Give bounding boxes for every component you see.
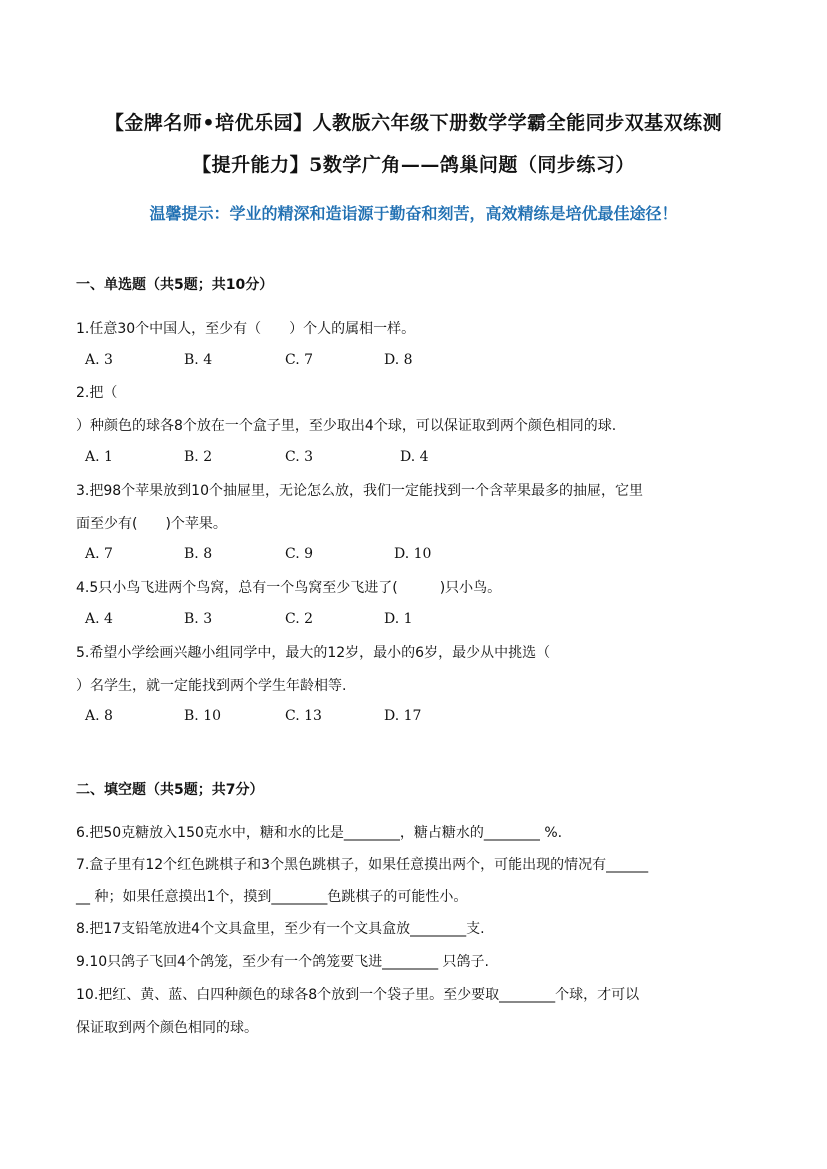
option-d[interactable]: D. 1 [384, 611, 413, 627]
option-a[interactable]: A. 4 [85, 611, 113, 627]
encouragement-tip: 温馨提示：学业的精深和造诣源于勤奋和刻苦，高效精练是培优最佳途径！ [149, 204, 678, 223]
document-title: 【金牌名师•培优乐园】人教版六年级下册数学学霸全能同步双基双练测 [104, 112, 723, 134]
option-c[interactable]: C. 9 [285, 546, 314, 562]
question-text: 1.任意30个中国人，至少有（ ）个人的属相一样。 [76, 321, 416, 337]
question-text: 8.把17支铅笔放进4个文具盒里，至少有一个文具盒放________支. [76, 921, 485, 937]
question-text: 9.10只鸽子飞回4个鸽笼，至少有一个鸽笼要飞进________ 只鸽子. [76, 954, 489, 970]
option-b[interactable]: B. 4 [184, 352, 213, 368]
question-text: 5.希望小学绘画兴趣小组同学中，最大的12岁，最小的6岁，最少从中挑选（ [76, 645, 551, 661]
question-text: 4.5只小鸟飞进两个鸟窝，总有一个鸟窝至少飞进了( )只小鸟。 [76, 580, 502, 596]
option-a[interactable]: A. 8 [85, 708, 113, 724]
option-b[interactable]: B. 2 [184, 449, 213, 465]
option-d[interactable]: D. 8 [384, 352, 413, 368]
option-d[interactable]: D. 17 [384, 708, 422, 724]
question-text: ）种颜色的球各8个放在一个盒子里，至少取出4个球，可以保证取到两个颜色相同的球. [76, 418, 617, 434]
option-c[interactable]: C. 3 [285, 449, 314, 465]
option-c[interactable]: C. 2 [285, 611, 314, 627]
option-b[interactable]: B. 10 [184, 708, 222, 724]
section-heading-single-choice: 一、单选题（共5题；共10分） [76, 277, 274, 293]
option-b[interactable]: B. 3 [184, 611, 213, 627]
option-a[interactable]: A. 1 [85, 449, 113, 465]
option-d[interactable]: D. 4 [400, 449, 429, 465]
question-text: ）名学生，就一定能找到两个学生年龄相等. [76, 678, 347, 694]
question-text: 7.盒子里有12个红色跳棋子和3个黑色跳棋子，如果任意摸出两个，可能出现的情况有______ [76, 857, 649, 873]
option-a[interactable]: A. 7 [85, 546, 113, 562]
question-text: 面至少有( )个苹果。 [76, 516, 227, 532]
question-text: 6.把50克糖放入150克水中，糖和水的比是________，糖占糖水的________ %. [76, 825, 563, 841]
option-d[interactable]: D. 10 [394, 546, 432, 562]
section-heading-fill-in: 二、填空题（共5题；共7分） [76, 782, 264, 798]
question-text: 2.把（ [76, 385, 118, 401]
option-b[interactable]: B. 8 [184, 546, 213, 562]
question-text: 3.把98个苹果放到10个抽屉里，无论怎么放，我们一定能找到一个含苹果最多的抽屉，它里 [76, 483, 643, 499]
question-text: 10.把红、黄、蓝、白四种颜色的球各8个放到一个袋子里。至少要取________个球，才可以 [76, 987, 640, 1003]
option-c[interactable]: C. 7 [285, 352, 314, 368]
document-subtitle: 【提升能力】5数学广角——鸽巢问题（同步练习） [192, 154, 635, 176]
question-text: __ 种；如果任意摸出1个，摸到________色跳棋子的可能性小。 [76, 889, 468, 905]
option-a[interactable]: A. 3 [85, 352, 113, 368]
option-c[interactable]: C. 13 [285, 708, 322, 724]
question-text: 保证取到两个颜色相同的球。 [76, 1020, 258, 1036]
